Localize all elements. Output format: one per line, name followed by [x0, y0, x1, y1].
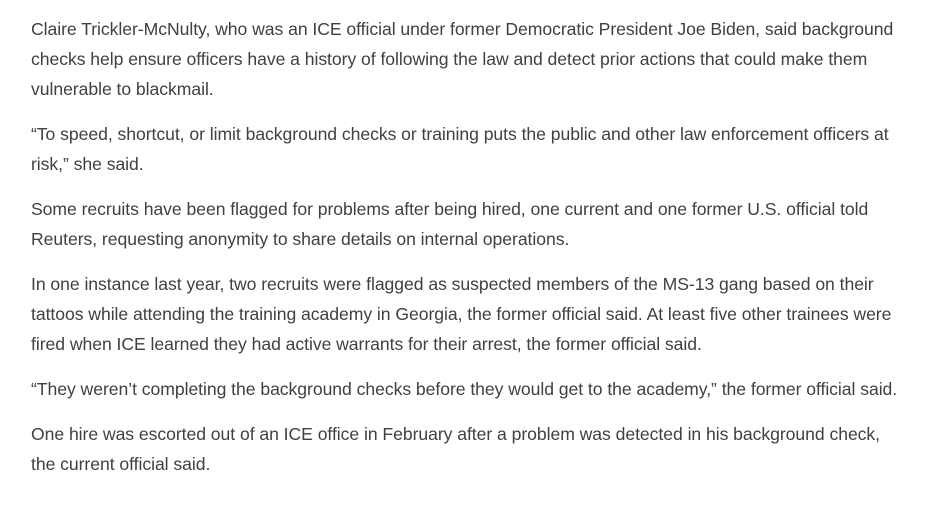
article-paragraph: Some recruits have been flagged for problems after being hired, one current and one former U.S. official told Reuters, requesting anonymity to share details on internal operations. [31, 199, 869, 249]
article-paragraph: One hire was escorted out of an ICE office in February after a problem was detected in his background check, the current official said. [31, 424, 881, 474]
article-paragraph: “They weren’t completing the background checks before they would get to the academy,” the former official said. [31, 379, 898, 399]
article-paragraph: “To speed, shortcut, or limit background checks or training puts the public and other law enforcement officers at risk,” she said. [31, 124, 889, 174]
article-paragraph: In one instance last year, two recruits were flagged as suspected members of the MS-13 gang based on their tattoos while attending the training academy in Georgia, the former official said. At least five other trainees were fired when ICE learned they had active warrants for their arrest, the former official said. [31, 274, 892, 354]
article-paragraph: Claire Trickler-McNulty, who was an ICE official under former Democratic President Joe Biden, said background checks help ensure officers have a history of following the law and detect prior actions that could make them vulnerable to blackmail. [31, 19, 894, 99]
